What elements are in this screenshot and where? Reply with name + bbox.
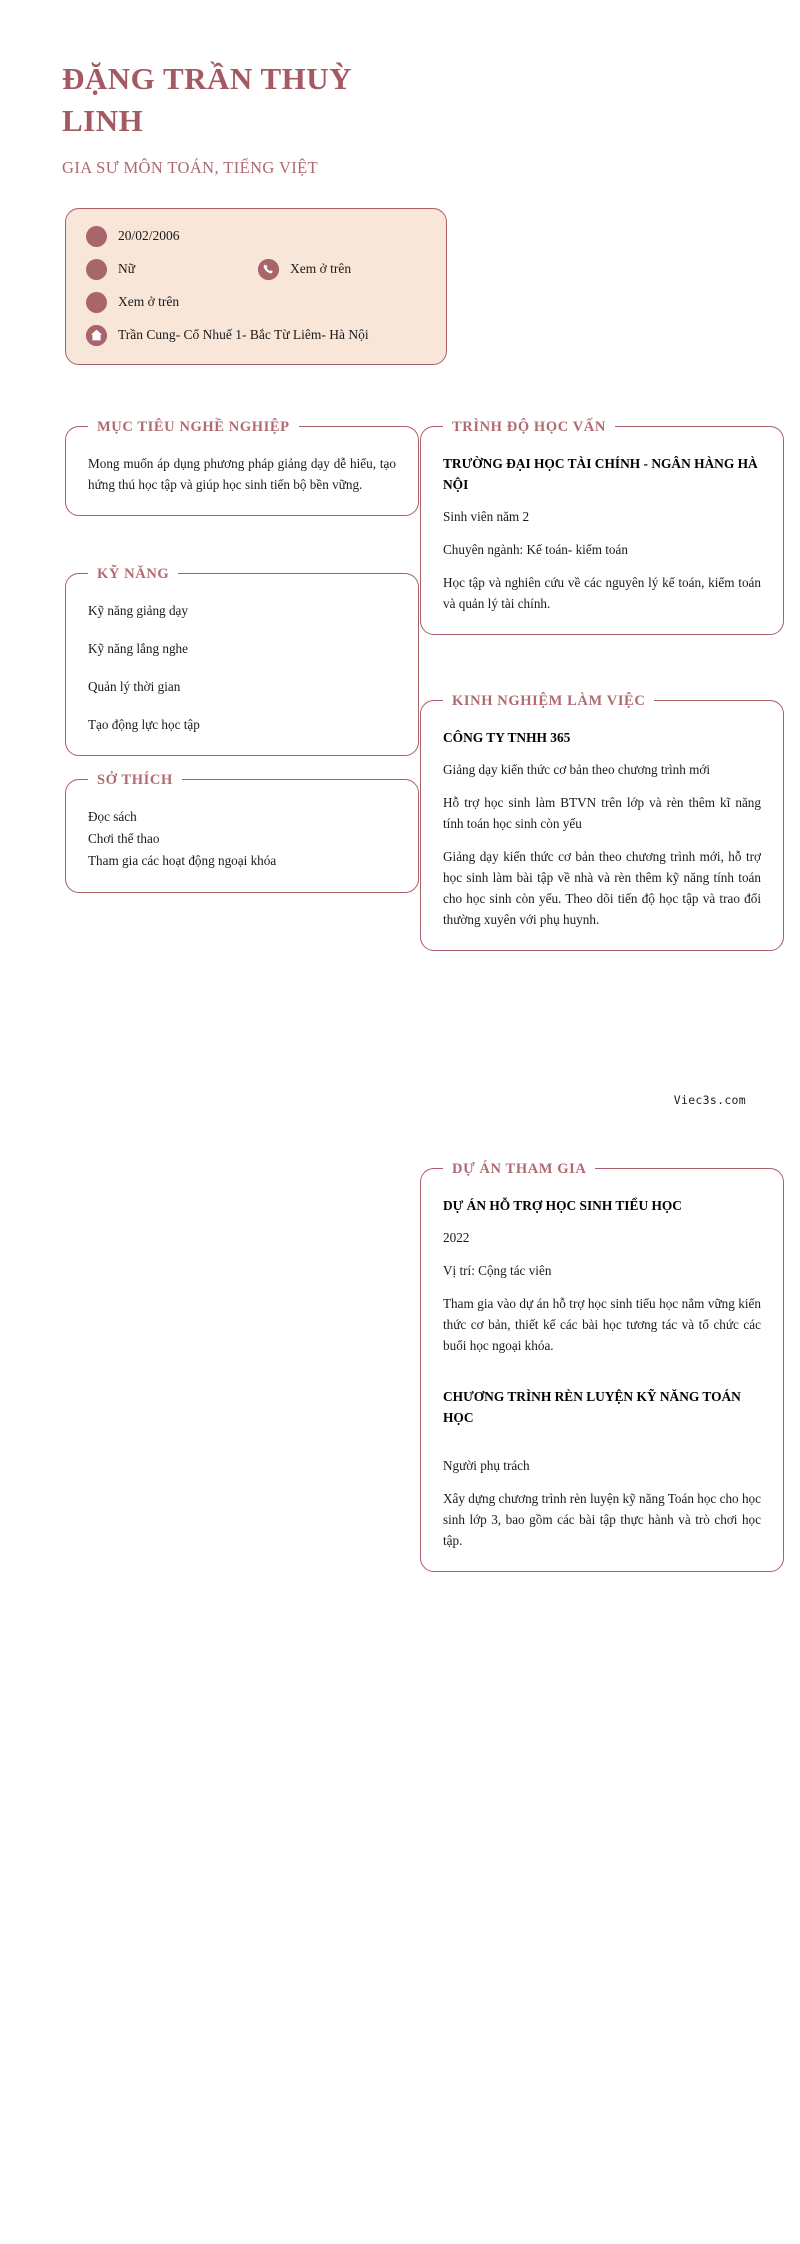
education-school: TRƯỜNG ĐẠI HỌC TÀI CHÍNH - NGÂN HÀNG HÀ NỘI: [443, 456, 758, 492]
project-divider-space: [443, 1368, 761, 1386]
contact-row-gender-phone: [86, 258, 426, 280]
section-body-projects: [421, 1169, 783, 1571]
contact-panel: [65, 208, 447, 365]
home-icon: [86, 325, 107, 346]
section-title-education: TRÌNH ĐỘ HỌC VẤN: [443, 416, 615, 438]
job-title: GIA SƯ MÔN TOÁN, TIẾNG VIỆT: [62, 158, 319, 177]
section-title-experience: KINH NGHIỆM LÀM VIỆC: [443, 690, 654, 712]
list-item: Đọc sách: [88, 809, 137, 824]
experience-bullet: Hỗ trợ học sinh làm BTVN trên lớp và rèn thêm kĩ năng tính toán học sinh còn yếu: [443, 795, 761, 831]
project-year-space: [443, 1439, 761, 1455]
experience-bullet: Giảng dạy kiến thức cơ bản theo chương trình mới: [443, 762, 711, 777]
project-position: Người phụ trách: [443, 1458, 530, 1473]
list-item: Tạo động lực học tập: [88, 717, 200, 732]
calendar-dot-icon: [86, 226, 107, 247]
list-item: Kỹ năng giảng dạy: [88, 603, 188, 618]
section-title-projects: DỰ ÁN THAM GIA: [443, 1158, 595, 1180]
project-name: DỰ ÁN HỖ TRỢ HỌC SINH TIỂU HỌC: [443, 1198, 682, 1213]
list-item: Kỹ năng lắng nghe: [88, 641, 188, 656]
watermark: Viec3s.com: [673, 1093, 746, 1107]
education-major: Chuyên ngành: Kế toán- kiểm toán: [443, 542, 628, 557]
section-body-hobbies: [66, 780, 418, 892]
experience-company: CÔNG TY TNHH 365: [443, 730, 571, 745]
contact-row-email: [86, 291, 426, 313]
contact-row-birthday: [86, 225, 426, 247]
section-projects: [420, 1161, 784, 1572]
section-experience: [420, 693, 784, 951]
section-body-education: [421, 427, 783, 634]
section-hobbies: [65, 772, 419, 893]
contact-gender-group: [86, 258, 258, 280]
contact-gender: Nữ: [118, 261, 136, 276]
contact-phone-group[interactable]: [258, 258, 351, 280]
list-item: Quản lý thời gian: [88, 679, 181, 694]
project-position: Vị trí: Cộng tác viên: [443, 1263, 552, 1278]
section-title-objective: MỤC TIÊU NGHỀ NGHIỆP: [88, 416, 299, 438]
education-year: Sinh viên năm 2: [443, 509, 530, 524]
contact-row-address: [86, 324, 426, 346]
contact-email: Xem ở trên: [118, 294, 180, 309]
contact-birthday: 20/02/2006: [118, 228, 180, 243]
phone-icon: [258, 259, 279, 280]
section-body-experience: [421, 701, 783, 950]
section-title-skills: KỸ NĂNG: [88, 563, 178, 585]
section-body-objective: [66, 427, 418, 515]
project-year: 2022: [443, 1230, 470, 1245]
project-name: CHƯƠNG TRÌNH RÈN LUYỆN KỸ NĂNG TOÁN HỌC: [443, 1389, 741, 1425]
email-dot-icon: [86, 292, 107, 313]
section-body-skills: [66, 574, 418, 755]
cv-header: [62, 58, 482, 180]
contact-address: Trần Cung- Cổ Nhuế 1- Bắc Từ Liêm- Hà Nội: [118, 327, 369, 342]
section-education: [420, 419, 784, 635]
gender-dot-icon: [86, 259, 107, 280]
section-objective: [65, 419, 419, 516]
section-title-hobbies: SỞ THÍCH: [88, 769, 182, 791]
list-item: Tham gia các hoạt động ngoại khóa: [88, 853, 277, 868]
section-skills: [65, 566, 419, 756]
project-description: Xây dựng chương trình rèn luyện kỹ năng Toán học cho học sinh lớp 3, bao gồm các bài tập thực hành và trò chơi học tập.: [443, 1491, 761, 1548]
page-title: ĐẶNG TRẦN THUỲ LINH: [62, 61, 353, 138]
education-description: Học tập và nghiên cứu về các nguyên lý kế toán, kiểm toán và quản lý tài chính.: [443, 575, 761, 611]
experience-bullet: Giảng dạy kiến thức cơ bản theo chương trình mới, hỗ trợ học sinh làm bài tập về nhà và rèn thêm kỹ năng tính toán cho học sinh còn yếu. Theo dõi tiến độ học tập và trao đổi thường xuyên với phụ huynh.: [443, 849, 761, 927]
objective-text: Mong muốn áp dụng phương pháp giảng dạy dễ hiểu, tạo hứng thú học tập và giúp học sinh tiến bộ bền vững.: [88, 456, 396, 492]
project-description: Tham gia vào dự án hỗ trợ học sinh tiểu học nắm vững kiến thức cơ bản, thiết kế các bài học tương tác và tổ chức các buổi học ngoại khóa.: [443, 1296, 761, 1353]
contact-phone: Xem ở trên: [290, 261, 352, 276]
list-item: Chơi thể thao: [88, 831, 160, 846]
